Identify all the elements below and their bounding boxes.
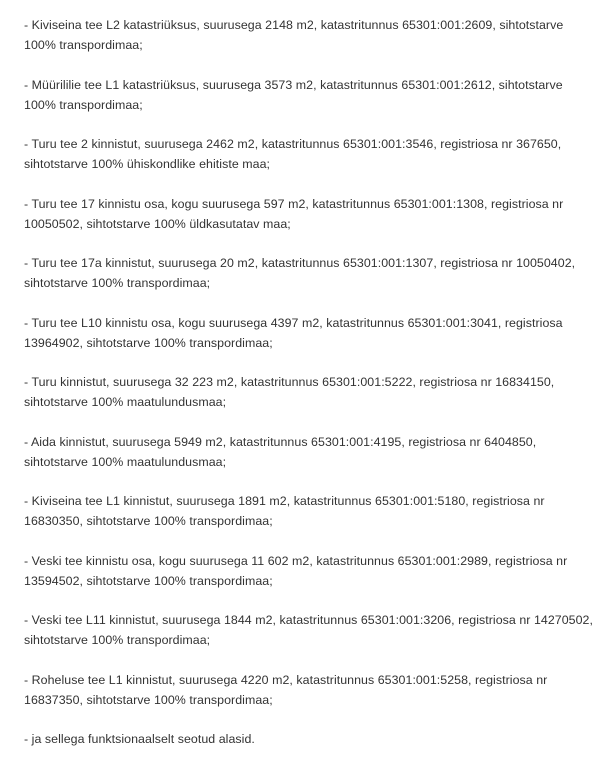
list-item: - Turu tee 2 kinnistut, suurusega 2462 m2, katastritunnus 65301:001:3546, registriosa nr 367650, sihtotstarve 100% ühiskondlike ehitiste maa; — [24, 137, 562, 171]
list-item: - Müürililie tee L1 katastriüksus, suurusega 3573 m2, katastritunnus 65301:001:2612, sihtotstarve 100% transpordimaa; — [24, 77, 563, 112]
list-item: - ja sellega funktsionaalselt seotud alasid. — [24, 732, 255, 746]
list-item: - Turu tee 17a kinnistut, suurusega 20 m2, katastritunnus 65301:001:1307, registriosa nr 10050402, sihtotstarve 100% transpordimaa; — [24, 256, 576, 290]
list-item: - Turu tee L10 kinnistu osa, kogu suurusega 4397 m2, katastritunnus 65301:001:3041, registriosa 13964902, sihtotstarve 100% transpordimaa; — [24, 315, 563, 350]
list-item: - Veski tee L11 kinnistut, suurusega 1844 m2, katastritunnus 65301:001:3206, registriosa nr 14270502, sihtotstarve 100% transpordimaa; — [24, 613, 593, 647]
document-body — [24, 15, 594, 769]
list-item: - Kiviseina tee L1 kinnistut, suurusega 1891 m2, katastritunnus 65301:001:5180, registriosa nr 16830350, sihtotstarve 100% transpordimaa; — [24, 494, 545, 528]
list-item: - Aida kinnistut, suurusega 5949 m2, katastritunnus 65301:001:4195, registriosa nr 6404850, sihtotstarve 100% maatulundusmaa; — [24, 434, 537, 469]
list-item: - Veski tee kinnistu osa, kogu suurusega 11 602 m2, katastritunnus 65301:001:2989, registriosa nr 13594502, sihtotstarve 100% transpordimaa; — [24, 553, 568, 588]
list-item: - Kiviseina tee L2 katastriüksus, suurusega 2148 m2, katastritunnus 65301:001:2609, sihtotstarve 100% transpordimaa; — [24, 18, 564, 52]
list-item: - Turu tee 17 kinnistu osa, kogu suurusega 597 m2, katastritunnus 65301:001:1308, registriosa nr 10050502, sihtotstarve 100% üldkasutatav maa; — [24, 196, 564, 231]
list-item: - Turu kinnistut, suurusega 32 223 m2, katastritunnus 65301:001:5222, registriosa nr 16834150, sihtotstarve 100% maatulundusmaa; — [24, 375, 555, 409]
list-item: - Roheluse tee L1 kinnistut, suurusega 4220 m2, katastritunnus 65301:001:5258, registriosa nr 16837350, sihtotstarve 100% transpordimaa; — [24, 672, 548, 707]
